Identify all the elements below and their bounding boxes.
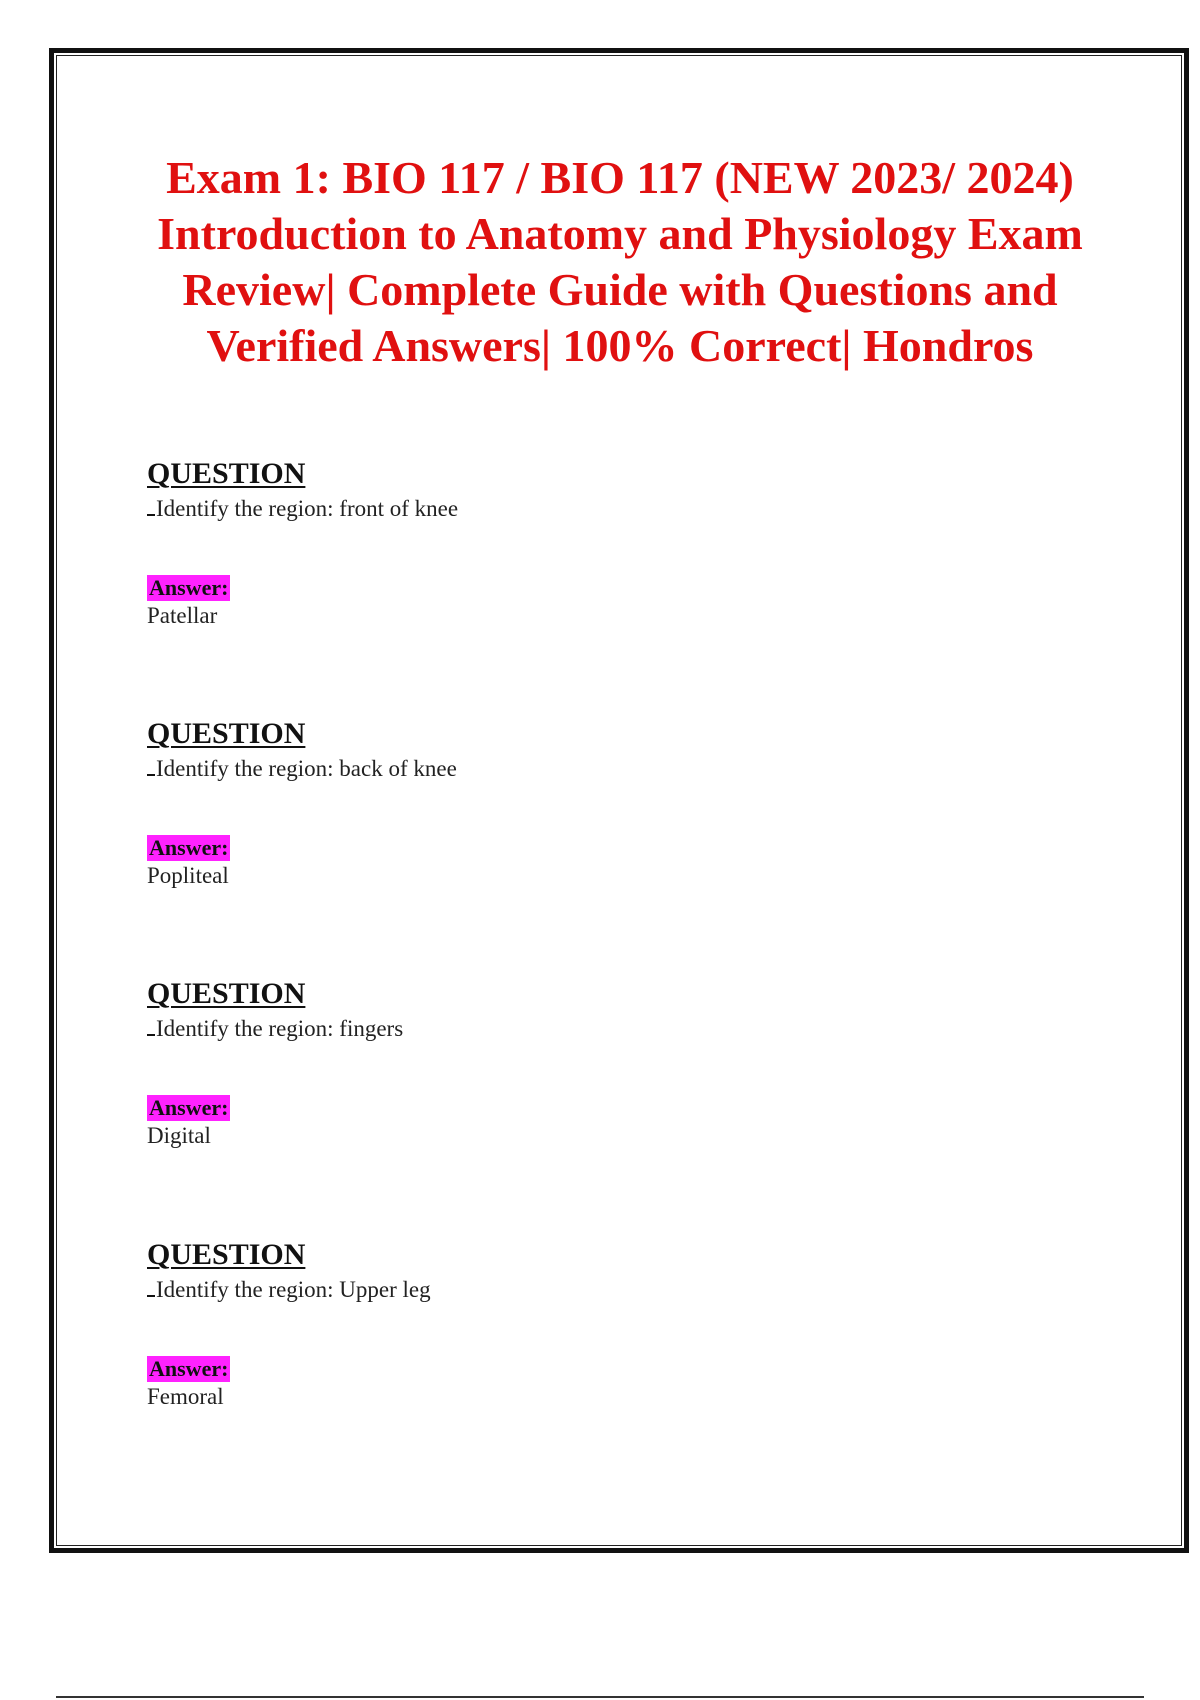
- question-text-content: Identify the region: fingers: [156, 1016, 404, 1041]
- page-bottom-rule: [56, 1696, 1144, 1698]
- qa-item-3: [147, 978, 1047, 1151]
- answer-label: Answer:: [149, 1356, 229, 1381]
- answer-text: Digital: [147, 1123, 211, 1148]
- answer-label: Answer:: [149, 575, 229, 600]
- question-marker: [147, 1275, 155, 1297]
- question-text-content: Identify the region: front of knee: [156, 496, 459, 521]
- qa-item-2: [147, 718, 1047, 891]
- answer-text: Femoral: [147, 1384, 224, 1409]
- answer-text: Patellar: [147, 603, 218, 628]
- answer-text: Popliteal: [147, 863, 229, 888]
- question-marker: [147, 494, 155, 516]
- question-text-content: Identify the region: back of knee: [156, 756, 457, 781]
- question-text: [147, 1014, 1047, 1043]
- document-title: Exam 1: BIO 117 / BIO 117 (NEW 2023/ 2024) Introduction to Anatomy and Physiology Exam Review| Complete Guide with Questions and Verified Answers| 100% Correct| Hondros: [157, 152, 1083, 371]
- question-text: [147, 1275, 1047, 1304]
- qa-item-4: [147, 1239, 1047, 1412]
- answer-label: Answer:: [149, 1095, 229, 1120]
- question-text-content: Identify the region: Upper leg: [156, 1277, 431, 1302]
- answer-label: Answer:: [149, 835, 229, 860]
- question-text: [147, 754, 1047, 783]
- question-heading: QUESTION: [147, 457, 306, 490]
- question-text: [147, 494, 1047, 523]
- qa-item-1: [147, 458, 1047, 631]
- question-heading: QUESTION: [147, 717, 306, 750]
- question-marker: [147, 754, 155, 776]
- question-marker: [147, 1014, 155, 1036]
- question-heading: QUESTION: [147, 977, 306, 1010]
- question-heading: QUESTION: [147, 1238, 306, 1271]
